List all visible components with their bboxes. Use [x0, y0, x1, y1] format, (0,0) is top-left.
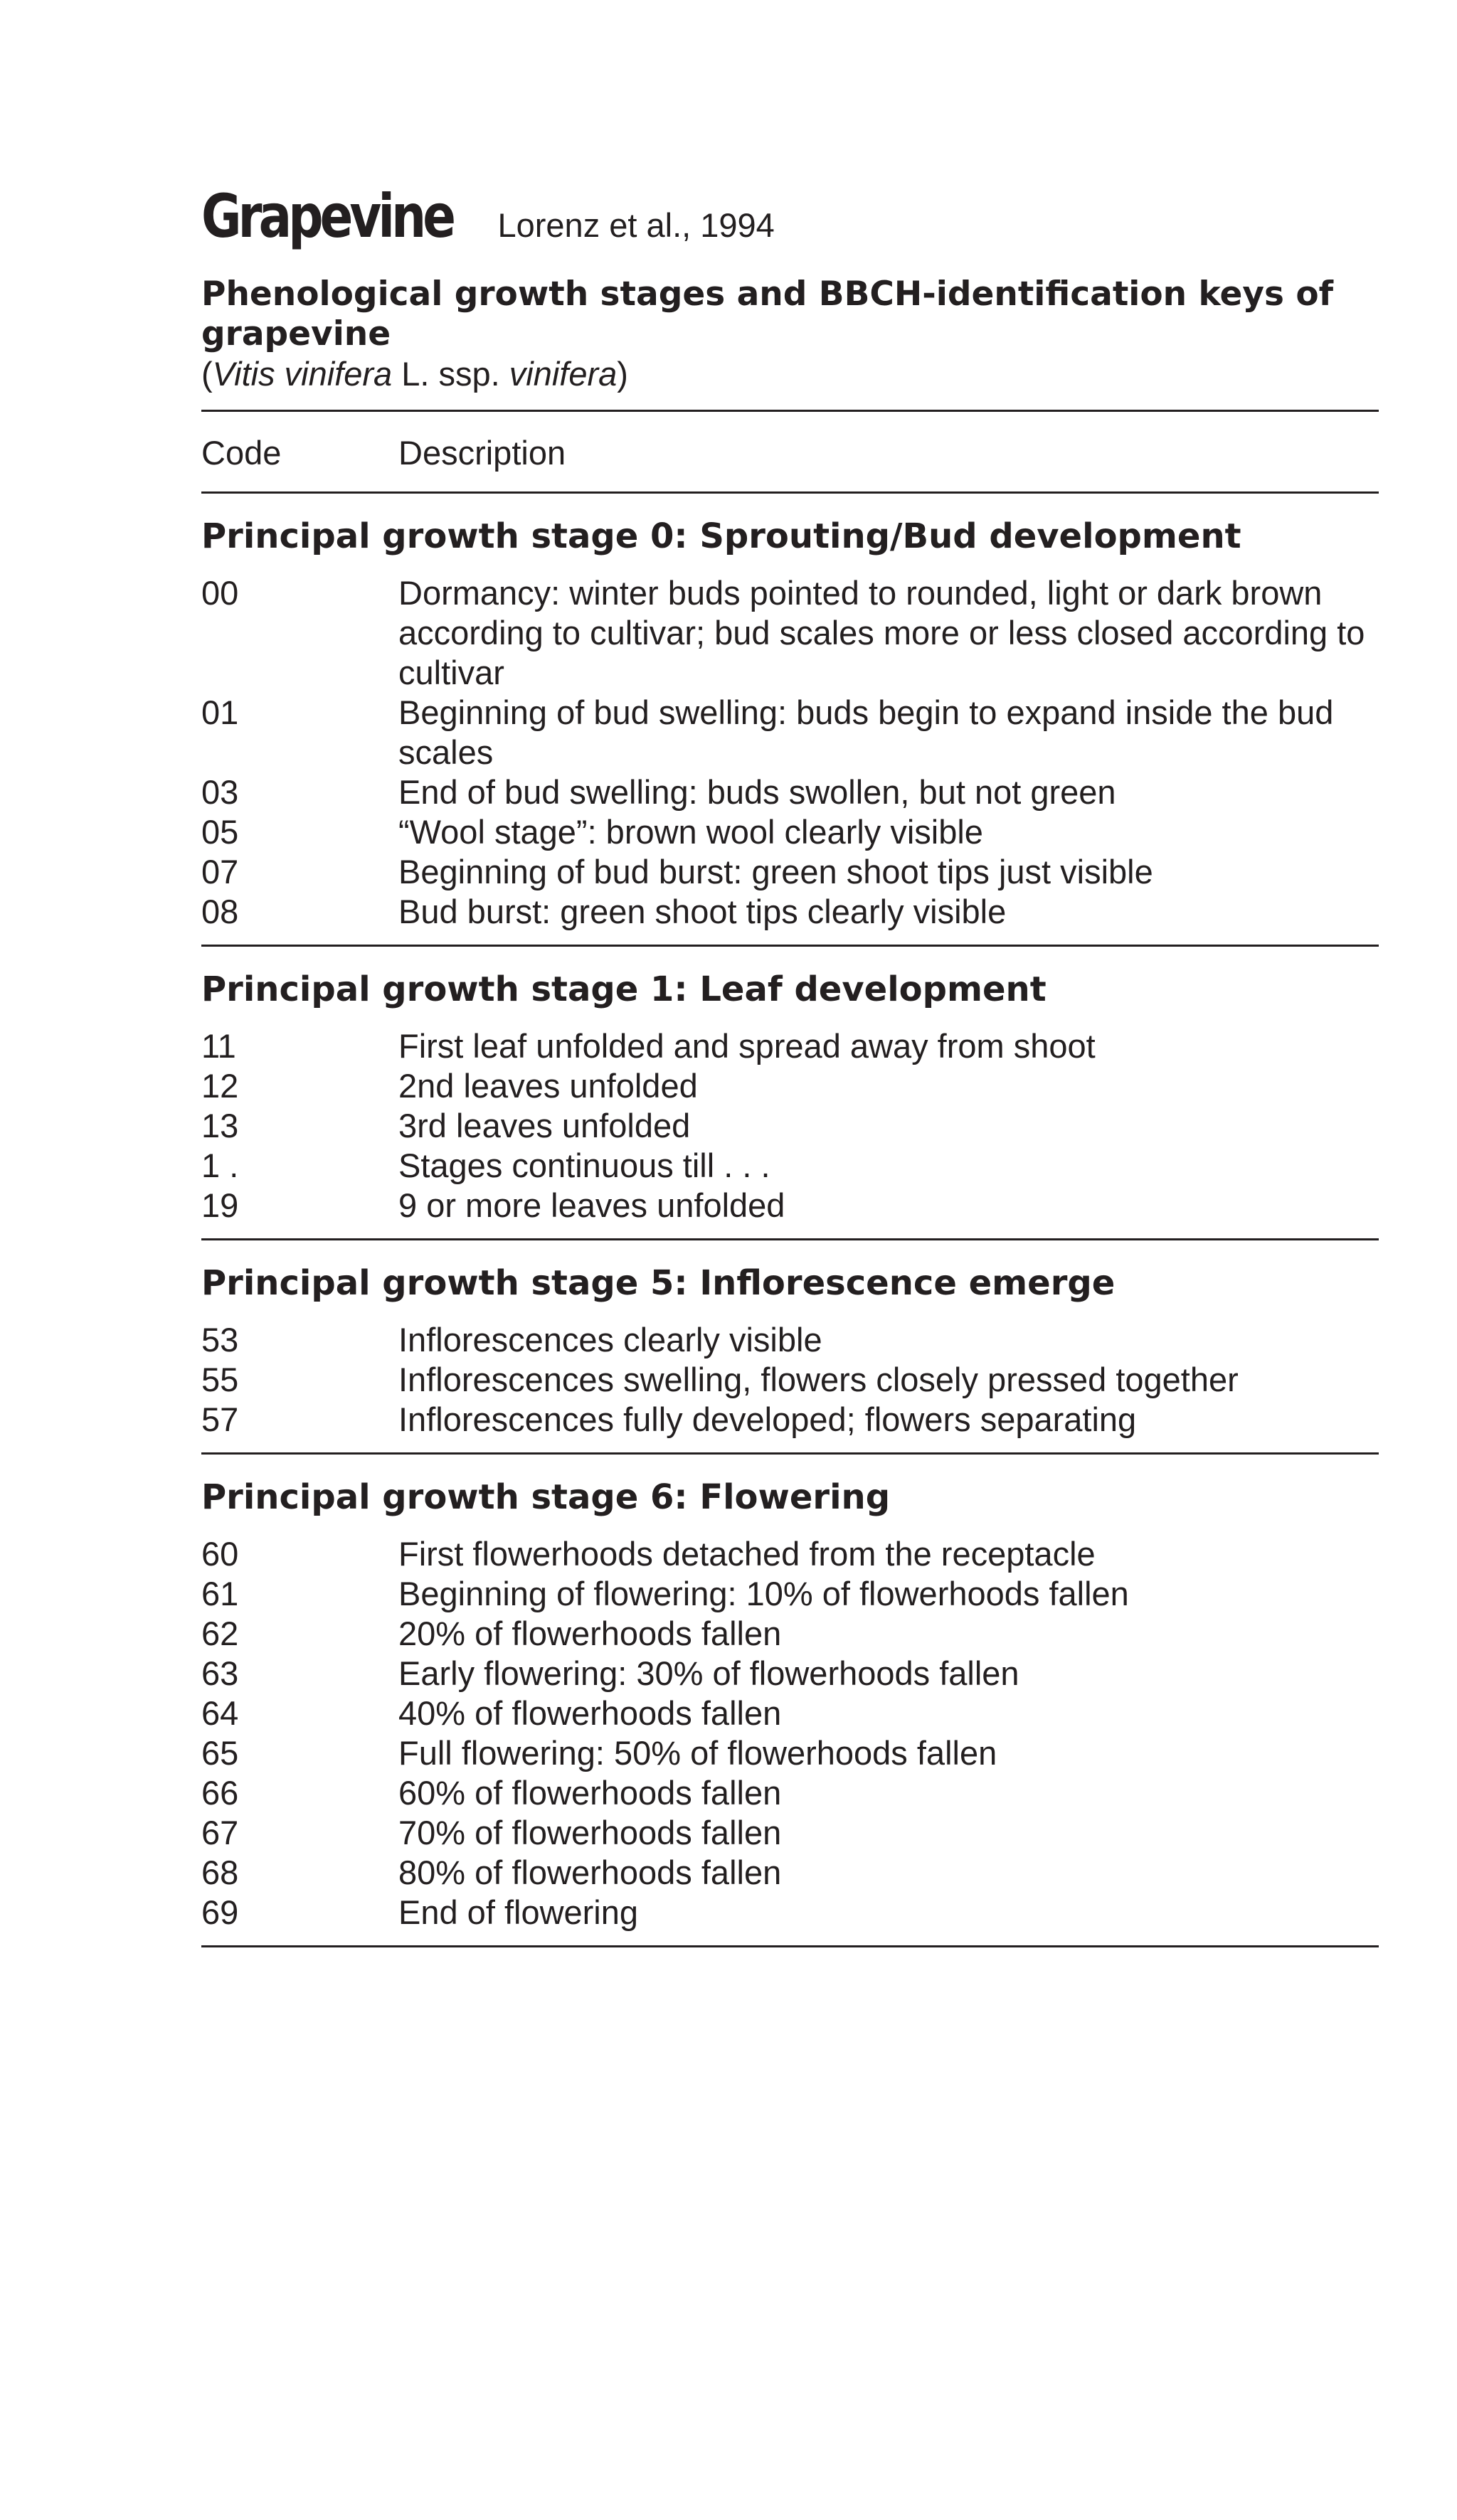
section-title: Principal growth stage 0: Sprouting/Bud development [201, 516, 1241, 556]
stage-row [201, 812, 1379, 852]
stage-row [201, 1186, 1379, 1226]
stage-sections [201, 494, 1379, 1947]
species-mid: L. ssp. [392, 355, 509, 393]
stage-code: 53 [201, 1321, 239, 1359]
stage-description: 2nd leaves unfolded [398, 1067, 698, 1105]
stage-description: “Wool stage”: brown wool clearly visible [398, 813, 983, 851]
stage-row [201, 1320, 1379, 1360]
stage-row [201, 1146, 1379, 1186]
stage-code: 08 [201, 893, 239, 930]
stage-code: 64 [201, 1694, 239, 1732]
stage-row [201, 1813, 1379, 1853]
stage-row [201, 1694, 1379, 1733]
stage-row [201, 1066, 1379, 1106]
species-close-paren: ) [617, 355, 628, 393]
stage-code: 19 [201, 1186, 239, 1224]
stage-row [201, 573, 1379, 693]
stage-description: 70% of flowerhoods fallen [398, 1814, 782, 1851]
stage-row [201, 1853, 1379, 1893]
stage-code: 68 [201, 1854, 239, 1891]
stage-code: 07 [201, 853, 239, 890]
stage-description: End of flowering [398, 1893, 639, 1931]
stage-code: 69 [201, 1893, 239, 1931]
stage-row [201, 772, 1379, 812]
stage-row [201, 1574, 1379, 1614]
subtitle: Phenological growth stages and BBCH-identification keys of grapevine [201, 275, 1334, 353]
stage-list [201, 573, 1379, 945]
stage-description: First flowerhoods detached from the receptacle [398, 1535, 1096, 1573]
stage-description: End of bud swelling: buds swollen, but not green [398, 773, 1116, 811]
stage-list [201, 1534, 1379, 1945]
stage-code: 00 [201, 574, 239, 612]
section-title: Principal growth stage 6: Flowering [201, 1477, 891, 1517]
stage-list [201, 1026, 1379, 1238]
stage-code: 13 [201, 1107, 239, 1144]
stage-description: Beginning of bud burst: green shoot tips just visible [398, 853, 1153, 890]
stage-row [201, 892, 1379, 932]
stage-description: Full flowering: 50% of flowerhoods fallen [398, 1734, 997, 1772]
stage-description: Stages continuous till . . . [398, 1147, 770, 1184]
stage-section [201, 947, 1379, 1240]
stage-row [201, 1534, 1379, 1574]
section-title: Principal growth stage 5: Inflorescence emerge [201, 1263, 1116, 1303]
stage-row [201, 852, 1379, 892]
stage-code: 60 [201, 1535, 239, 1573]
stage-description: 40% of flowerhoods fallen [398, 1694, 782, 1732]
section-title: Principal growth stage 1: Leaf development [201, 969, 1047, 1009]
column-header-code: Code [201, 434, 282, 472]
stage-row [201, 1026, 1379, 1066]
stage-description: Inflorescences swelling, flowers closely pressed together [398, 1361, 1239, 1398]
stage-row [201, 1360, 1379, 1400]
stage-code: 12 [201, 1067, 239, 1105]
stage-code: 61 [201, 1575, 239, 1612]
stage-description: Inflorescences fully developed; flowers separating [398, 1400, 1137, 1438]
stage-description: Beginning of flowering: 10% of flowerhoods fallen [398, 1575, 1129, 1612]
species-name [201, 354, 1379, 394]
stage-section [201, 1240, 1379, 1455]
stage-row [201, 1614, 1379, 1654]
stage-code: 03 [201, 773, 239, 811]
stage-description: 60% of flowerhoods fallen [398, 1774, 782, 1812]
stage-description: Inflorescences clearly visible [398, 1321, 822, 1359]
species-open-paren: ( [201, 355, 213, 393]
stage-description: 20% of flowerhoods fallen [398, 1615, 782, 1652]
stage-list [201, 1320, 1379, 1452]
stage-description: Early flowering: 30% of flowerhoods fallen [398, 1654, 1019, 1692]
stage-description: Beginning of bud swelling: buds begin to expand inside the bud scales [398, 693, 1334, 771]
document-page [201, 181, 1379, 1947]
stage-code: 67 [201, 1814, 239, 1851]
stage-code: 11 [201, 1027, 236, 1065]
stage-code: 55 [201, 1361, 239, 1398]
stage-description: 3rd leaves unfolded [398, 1107, 691, 1144]
page-title: Grapevine [201, 181, 452, 251]
stage-description: First leaf unfolded and spread away from shoot [398, 1027, 1096, 1065]
stage-code: 01 [201, 693, 239, 731]
stage-row [201, 1654, 1379, 1694]
citation: Lorenz et al., 1994 [497, 206, 775, 244]
stage-code: 63 [201, 1654, 239, 1692]
column-header [201, 412, 1379, 491]
stage-row [201, 1733, 1379, 1773]
stage-code: 57 [201, 1400, 239, 1438]
stage-code: 66 [201, 1774, 239, 1812]
stage-code: 65 [201, 1734, 239, 1772]
stage-code: 05 [201, 813, 239, 851]
species-subspecies: vinifera [509, 355, 618, 393]
stage-row [201, 1893, 1379, 1932]
column-header-description: Description [398, 434, 566, 472]
stage-code: 62 [201, 1615, 239, 1652]
stage-code: 1 . [201, 1147, 239, 1184]
stage-section [201, 1455, 1379, 1947]
stage-row [201, 693, 1379, 772]
divider [201, 1945, 1379, 1947]
stage-row [201, 1106, 1379, 1146]
stage-row [201, 1773, 1379, 1813]
stage-row [201, 1400, 1379, 1440]
species-genus: Vitis vinifera [212, 355, 393, 393]
title-line [201, 181, 1379, 265]
stage-description: Bud burst: green shoot tips clearly visible [398, 893, 1007, 930]
stage-section [201, 494, 1379, 947]
stage-description: Dormancy: winter buds pointed to rounded, light or dark brown according to cultivar; bud scales more or less closed according to cultivar [398, 574, 1365, 691]
stage-description: 80% of flowerhoods fallen [398, 1854, 782, 1891]
stage-description: 9 or more leaves unfolded [398, 1186, 785, 1224]
